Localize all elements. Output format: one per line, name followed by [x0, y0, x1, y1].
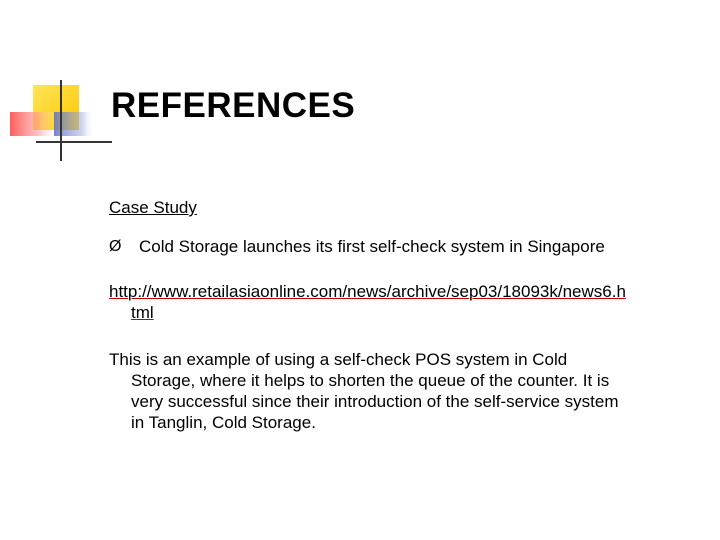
bullet-item [109, 236, 629, 257]
red-bar [10, 112, 58, 136]
reference-link[interactable]: http://www.retailasiaonline.com/news/archive/sep03/18093k/news6.html [109, 282, 626, 322]
description-paragraph: This is an example of using a self-check POS system in Cold Storage, where it helps to shorten the queue of the counter. It is very successful since their introduction of the self-service system in Tanglin, Cold Storage. [109, 350, 619, 432]
case-study-heading: Case Study [109, 198, 197, 217]
slide-title: REFERENCES [111, 86, 356, 125]
slide-content [109, 197, 629, 433]
bullet-text: Cold Storage launches its first self-check system in Singapore [139, 237, 605, 256]
arrowhead-bullet-icon: Ø [109, 238, 122, 255]
